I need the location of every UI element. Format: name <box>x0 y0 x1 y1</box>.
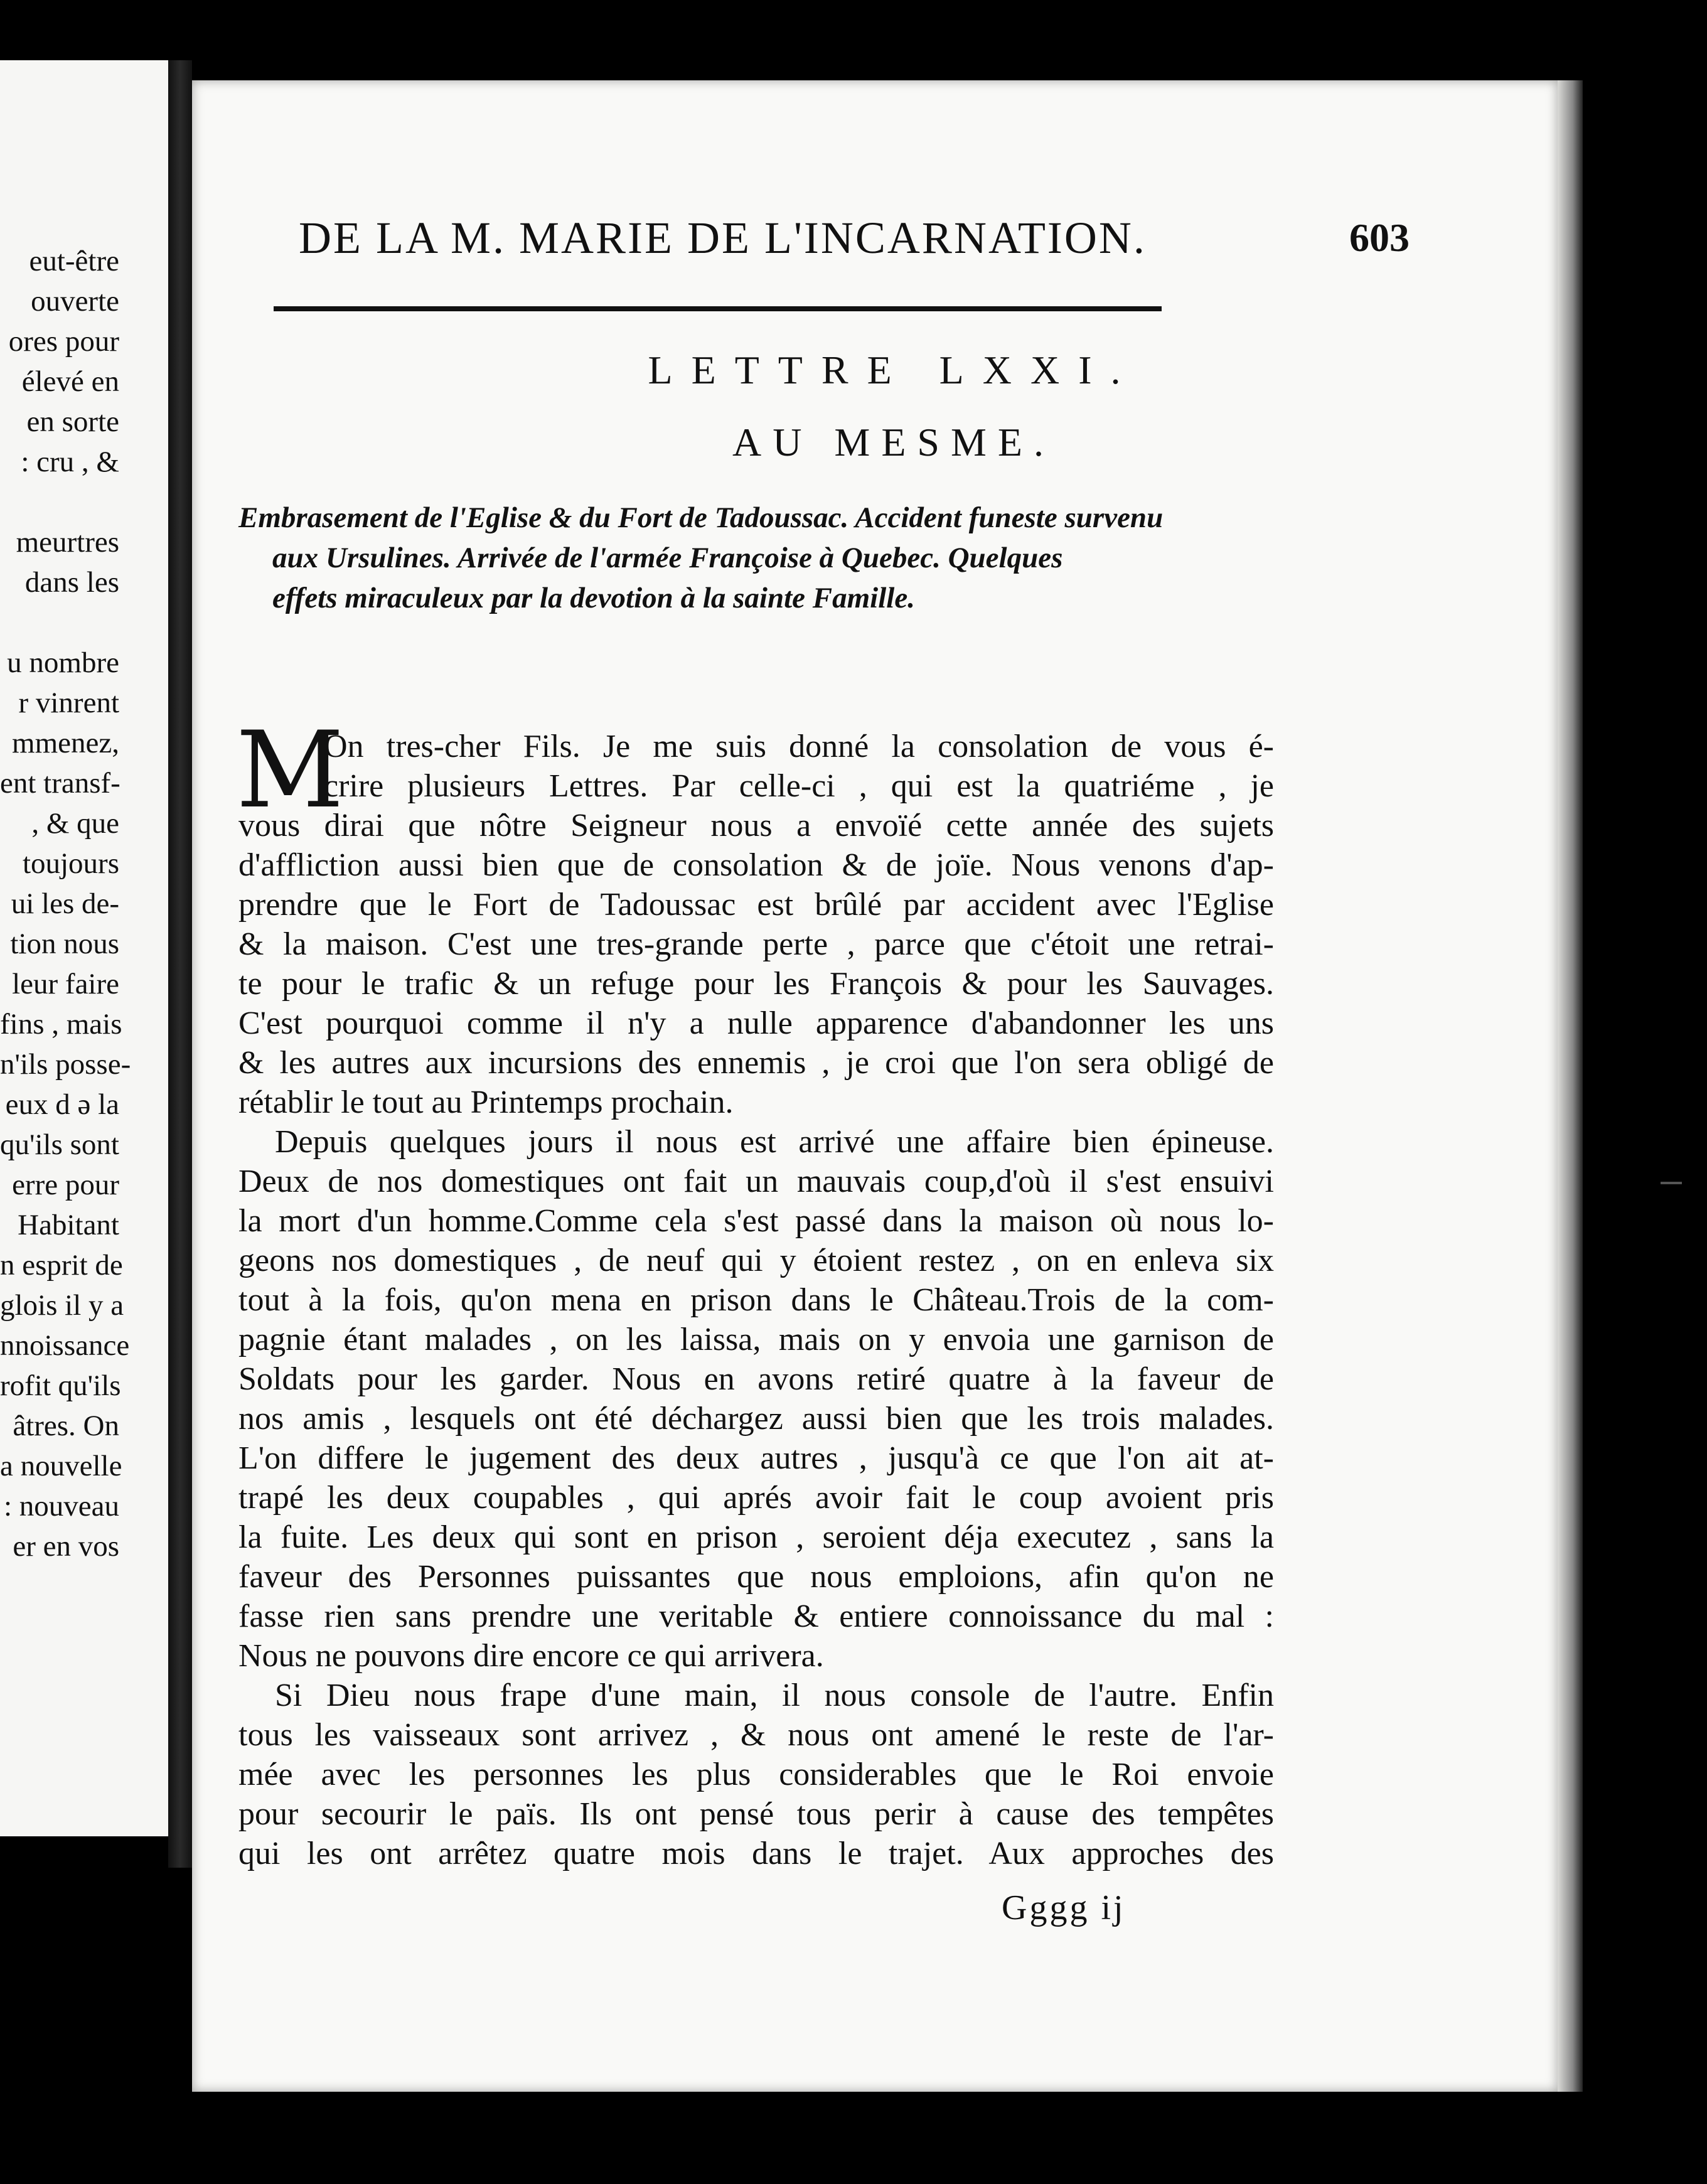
left-page-line: : cru , & <box>21 446 119 478</box>
body-line: On tres-cher Fils. Je me suis donné la consolation de vous é- <box>324 729 1274 764</box>
left-page-line: ui les de- <box>11 887 119 920</box>
summary-line: effets miraculeux par la devotion à la sainte Famille. <box>272 582 915 614</box>
running-title: DE LA M. MARIE DE L'INCARNATION. <box>299 213 1147 263</box>
left-page-line: ouverte <box>31 285 119 318</box>
left-page-line: , & que <box>31 807 119 840</box>
header-rule <box>274 306 1162 311</box>
right-page <box>192 80 1558 2092</box>
body-line: fasse rien sans prendre une veritable & entiere connoissance du mal : <box>238 1598 1274 1634</box>
body-line: tous les vaisseaux sont arrivez , & nous ont amené le reste de l'ar- <box>238 1717 1274 1753</box>
body-line: C'est pourquoi comme il n'y a nulle apparence d'abandonner les uns <box>238 1005 1274 1041</box>
body-line: mée avec les personnes les plus considerables que le Roi envoie <box>238 1757 1274 1792</box>
body-line: trapé les deux coupables , qui aprés avoir fait le coup avoient pris <box>238 1480 1274 1516</box>
body-line: Deux de nos domestiques ont fait un mauvais coup,d'où il s'est ensuivi <box>238 1164 1274 1199</box>
left-page-line: r vinrent <box>18 687 119 719</box>
drop-cap: M <box>236 709 345 832</box>
page-edge <box>1558 80 1583 2092</box>
page-header <box>299 212 1410 269</box>
letter-body <box>236 709 1274 1873</box>
book-spine <box>168 60 192 1868</box>
body-line: faveur des Personnes puissantes que nous emploions, afin qu'on ne <box>238 1559 1274 1595</box>
body-line: vous dirai que nôtre Seigneur nous a envoïé cette année des sujets <box>238 808 1274 843</box>
left-page-line: a nouvelle <box>0 1450 122 1482</box>
left-page-line: u nombre <box>7 646 119 679</box>
body-line: te pour le trafic & un refuge pour les François & pour les Sauvages. <box>238 966 1274 1002</box>
letter-summary <box>192 498 1558 618</box>
left-facing-page <box>0 60 168 1836</box>
body-line: la mort d'un homme.Comme cela s'est passé dans la maison où nous lo- <box>238 1203 1274 1239</box>
body-line: & la maison. C'est une tres-grande perte , parce que c'étoit une retrai- <box>238 926 1274 962</box>
body-line: nos amis , lesquels ont été déchargez aussi bien que les trois malades. <box>238 1401 1274 1437</box>
body-line: L'on differe le jugement des deux autres , jusqu'à ce que l'on ait at- <box>238 1440 1274 1476</box>
left-page-line: en sorte <box>26 405 119 438</box>
left-page-line: erre pour <box>12 1169 119 1201</box>
body-line: pagnie étant malades , on les laissa, mais on y envoia une garnison de <box>238 1322 1274 1357</box>
left-page-line: rofit qu'ils <box>0 1369 121 1402</box>
body-line: rétablir le tout au Printemps prochain. <box>238 1084 734 1120</box>
ink-smudge <box>1661 1182 1682 1184</box>
left-page-line: eut-être <box>29 245 119 277</box>
left-page-line: nnoissance <box>0 1329 130 1362</box>
body-line: tout à la fois, qu'on mena en prison dans le Château.Trois de la com- <box>238 1282 1274 1318</box>
signature-mark: Gggg ij <box>1002 1888 1126 1927</box>
left-page-line: leur faire <box>12 968 119 1000</box>
body-line: la fuite. Les deux qui sont en prison , seroient déja executez , sans la <box>238 1519 1274 1555</box>
body-line: crire plusieurs Lettres. Par celle-ci , qui est la quatriéme , je <box>324 768 1274 804</box>
body-line: pour secourir le païs. Ils ont pensé tous perir à cause des tempêtes <box>238 1796 1274 1832</box>
left-page-line: n'ils posse- <box>0 1048 131 1081</box>
left-page-line: élevé en <box>21 365 119 398</box>
left-page-line: fins , mais <box>0 1008 122 1041</box>
left-page-line: dans les <box>24 566 119 599</box>
left-page-line: er en vos <box>13 1530 119 1563</box>
left-page-line: mmenez, <box>12 727 119 759</box>
left-page-line: âtres. On <box>13 1410 119 1442</box>
left-page-line: : nouveau <box>3 1490 119 1523</box>
body-line: prendre que le Fort de Tadoussac est brûlé par accident avec l'Eglise <box>238 887 1274 923</box>
left-page-line: ent transf- <box>0 767 120 800</box>
left-page-line: glois il y a <box>0 1289 124 1322</box>
left-page-line: Habitant <box>18 1209 119 1241</box>
left-page-line <box>0 602 119 643</box>
left-page-text <box>0 241 131 1566</box>
body-line: geons nos domestiques , de neuf qui y étoient restez , on en enleva six <box>238 1243 1274 1278</box>
letter-title: LETTRE LXXI. <box>648 348 1140 392</box>
body-line: Nous ne pouvons dire encore ce qui arrivera. <box>238 1638 824 1674</box>
left-page-line <box>0 482 119 522</box>
left-page-line: tion nous <box>10 928 119 960</box>
summary-line: Embrasement de l'Eglise & du Fort de Tadoussac. Accident funeste survenu <box>238 501 1164 534</box>
body-line: Soldats pour les garder. Nous en avons retiré quatre à la faveur de <box>238 1361 1274 1397</box>
left-page-line: ores pour <box>8 325 119 358</box>
left-page-line: eux d ə la <box>5 1088 119 1121</box>
body-line: Depuis quelques jours il nous est arrivé une affaire bien épineuse. <box>275 1124 1274 1160</box>
body-line: & les autres aux incursions des ennemis , je croi que l'on sera obligé de <box>238 1045 1274 1081</box>
left-page-line: n esprit de <box>0 1249 123 1282</box>
left-page-line: toujours <box>22 847 119 880</box>
letter-recipient: AU MESME. <box>732 420 1056 464</box>
summary-line: aux Ursulines. Arrivée de l'armée Françoise à Quebec. Quelques <box>272 542 1063 574</box>
body-line: d'affliction aussi bien que de consolation & de joïe. Nous venons d'ap- <box>238 847 1274 883</box>
left-page-line: meurtres <box>16 526 119 559</box>
left-page-line: qu'ils sont <box>0 1128 119 1161</box>
body-line: qui les ont arrêtez quatre mois dans le trajet. Aux approches des <box>238 1836 1274 1871</box>
page-number: 603 <box>1349 215 1410 260</box>
body-line: Si Dieu nous frape d'une main, il nous console de l'autre. Enfin <box>275 1678 1274 1713</box>
